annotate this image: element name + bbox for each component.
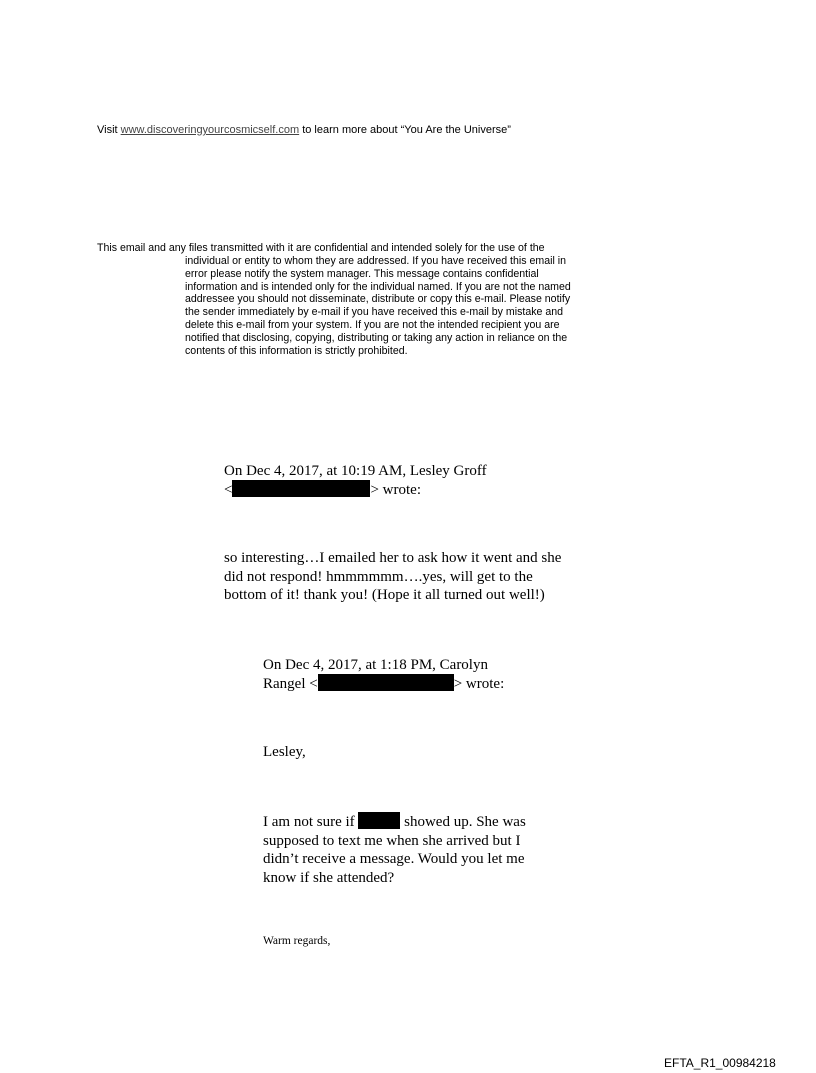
quote2-sender-prefix: Rangel < <box>263 676 318 692</box>
quote2-body-prefix: I am not sure if <box>263 814 359 830</box>
disclaimer-line: notified that disclosing, copying, distributing or taking any action in reliance on the <box>185 331 568 344</box>
quote2-signoff: Warm regards, <box>263 935 331 947</box>
quote1-header <box>224 462 487 499</box>
quote2-body-line: supposed to text me when she arrived but I <box>263 832 521 849</box>
disclaimer-line: the sender immediately by e-mail if you have received this e-mail by mistake and <box>185 306 564 319</box>
visit-line <box>97 124 511 136</box>
redacted-name-block <box>358 812 400 829</box>
redacted-email-block <box>318 674 454 691</box>
disclaimer-line: contents of this information is strictly prohibited. <box>185 344 408 357</box>
website-link[interactable]: www.discoveringyourcosmicself.com <box>120 124 300 136</box>
quote1-body-line: bottom of it! thank you! (Hope it all turned out well!) <box>224 587 545 603</box>
quote2-wrote: > wrote: <box>453 676 505 692</box>
disclaimer-line: addressee you should not disseminate, distribute or copy this e-mail. Please notify <box>185 293 571 306</box>
disclaimer-line: information and is intended only for the individual named. If you are not the named <box>185 280 571 293</box>
quote2-header-line: On Dec 4, 2017, at 1:18 PM, Carolyn <box>263 657 488 673</box>
quote1-wrote: > wrote: <box>370 482 421 498</box>
disclaimer-line: error please notify the system manager. This message contains confidential <box>185 267 539 280</box>
quote1-body-line: so interesting…I emailed her to ask how it went and she <box>224 550 562 566</box>
disclaimer-body <box>185 255 637 357</box>
visit-prefix: Visit <box>97 124 121 136</box>
quote2-body-first-line <box>263 812 526 832</box>
disclaimer-line: individual or entity to whom they are addressed. If you have received this email in <box>185 255 566 267</box>
quote2-header-address-line <box>263 674 504 693</box>
redacted-email-block <box>232 480 370 497</box>
quote2-body-line: know if she attended? <box>263 869 395 886</box>
quote2-body-line: didn’t receive a message. Would you let me <box>263 851 525 867</box>
quote1-header-line: On Dec 4, 2017, at 10:19 AM, Lesley Groff <box>224 463 487 479</box>
quote2-body <box>263 812 526 887</box>
visit-suffix: to learn more about “You Are the Universe” <box>299 124 511 136</box>
quote2-greeting: Lesley, <box>263 744 306 760</box>
quote2-header <box>263 656 504 693</box>
disclaimer-line: delete this e-mail from your system. If you are not the intended recipient you are <box>185 318 560 331</box>
quote1-open-bracket: < <box>224 482 233 498</box>
quote1-body-line: did not respond! hmmmmmm….yes, will get to the <box>224 568 533 585</box>
document-id: EFTA_R1_00984218 <box>664 1056 776 1070</box>
quote1-header-address-line <box>224 480 487 499</box>
quote1-body <box>224 549 561 605</box>
quote2-body-suffix: showed up. She was <box>400 814 526 830</box>
disclaimer-first-line: This email and any files transmitted with it are confidential and intended solely for the use of the <box>97 242 545 254</box>
